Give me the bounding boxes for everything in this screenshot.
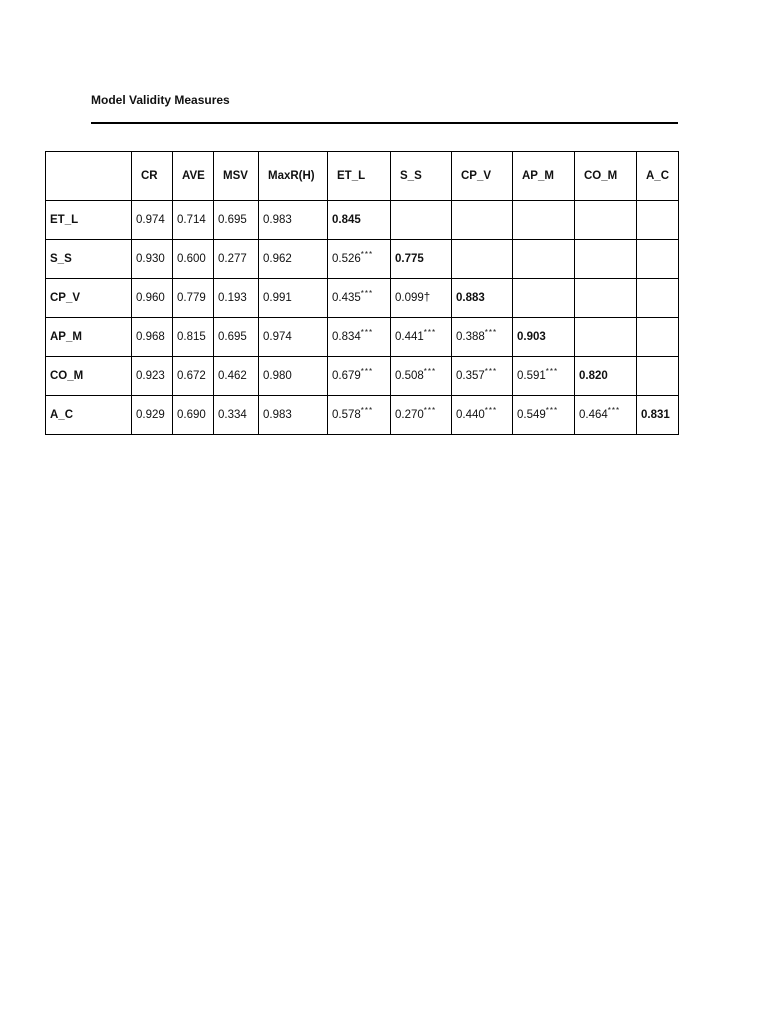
significance-marker: *** [484,328,498,338]
metric-cell: 0.277 [214,240,259,279]
column-header: MSV [214,152,259,201]
table-row [46,396,679,435]
correlation-value: 0.508 [395,370,424,382]
correlation-value: 0.464 [579,409,608,421]
row-label: CO_M [46,357,132,396]
correlation-value: 0.526 [332,253,361,265]
correlation-value: 0.440 [456,409,485,421]
metric-cell: 0.923 [132,357,173,396]
correlation-cell [637,357,679,396]
correlation-value: 0.820 [579,370,608,382]
correlation-cell [513,240,575,279]
significance-marker: *** [360,289,374,299]
correlation-cell [328,396,391,435]
significance-marker: *** [545,367,559,377]
correlation-cell [328,279,391,318]
significance-marker: *** [360,367,374,377]
column-header: CR [132,152,173,201]
significance-marker: *** [423,367,437,377]
correlation-value: 0.435 [332,292,361,304]
table-body [46,201,679,435]
significance-marker: *** [607,406,621,416]
table-row [46,240,679,279]
title-divider [91,122,678,124]
metric-cell: 0.600 [173,240,214,279]
metric-cell: 0.983 [259,396,328,435]
correlation-cell [575,201,637,240]
significance-marker: *** [360,406,374,416]
row-label: S_S [46,240,132,279]
correlation-cell [575,279,637,318]
metric-cell: 0.714 [173,201,214,240]
correlation-cell [452,357,513,396]
metric-cell: 0.960 [132,279,173,318]
metric-cell: 0.462 [214,357,259,396]
significance-marker: *** [484,367,498,377]
header-corner-cell [46,152,132,201]
diagonal-cell [391,240,452,279]
table-row [46,357,679,396]
row-label: A_C [46,396,132,435]
metric-cell: 0.968 [132,318,173,357]
correlation-value: 0.441 [395,331,424,343]
column-header: S_S [391,152,452,201]
correlation-cell [391,201,452,240]
correlation-cell [452,240,513,279]
correlation-value: 0.845 [332,214,361,226]
correlation-cell [391,357,452,396]
correlation-cell [513,201,575,240]
validity-table [45,151,679,435]
correlation-cell [513,279,575,318]
metric-cell: 0.695 [214,201,259,240]
column-header: AVE [173,152,214,201]
column-header: A_C [637,152,679,201]
significance-marker: *** [423,328,437,338]
correlation-cell [391,279,452,318]
metric-cell: 0.980 [259,357,328,396]
column-header: MaxR(H) [259,152,328,201]
correlation-cell [513,396,575,435]
correlation-value: 0.270 [395,409,424,421]
significance-marker: *** [360,250,374,260]
row-label: ET_L [46,201,132,240]
diagonal-cell [575,357,637,396]
correlation-cell [637,240,679,279]
metric-cell: 0.991 [259,279,328,318]
correlation-cell [575,396,637,435]
correlation-value: 0.388 [456,331,485,343]
row-label: CP_V [46,279,132,318]
correlation-value: 0.357 [456,370,485,382]
table-row [46,279,679,318]
correlation-cell [452,318,513,357]
correlation-cell [328,240,391,279]
correlation-value: 0.679 [332,370,361,382]
correlation-cell [637,201,679,240]
correlation-value: 0.578 [332,409,361,421]
row-label: AP_M [46,318,132,357]
metric-cell: 0.695 [214,318,259,357]
column-header: ET_L [328,152,391,201]
metric-cell: 0.983 [259,201,328,240]
header-row [46,152,679,201]
significance-marker: *** [545,406,559,416]
table-row [46,201,679,240]
column-header: CO_M [575,152,637,201]
metric-cell: 0.974 [259,318,328,357]
metric-cell: 0.974 [132,201,173,240]
correlation-cell [452,201,513,240]
metric-cell: 0.334 [214,396,259,435]
table-row [46,318,679,357]
significance-marker: *** [484,406,498,416]
correlation-cell [637,318,679,357]
metric-cell: 0.779 [173,279,214,318]
column-header: CP_V [452,152,513,201]
correlation-value: 0.883 [456,292,485,304]
correlation-cell [575,318,637,357]
diagonal-cell [452,279,513,318]
correlation-value: 0.549 [517,409,546,421]
correlation-value: 0.591 [517,370,546,382]
correlation-cell [637,279,679,318]
metric-cell: 0.690 [173,396,214,435]
correlation-cell [513,357,575,396]
metric-cell: 0.929 [132,396,173,435]
metric-cell: 0.815 [173,318,214,357]
correlation-cell [328,357,391,396]
correlation-value: 0.775 [395,253,424,265]
significance-marker: *** [360,328,374,338]
correlation-cell [575,240,637,279]
correlation-cell [452,396,513,435]
metric-cell: 0.193 [214,279,259,318]
correlation-cell [391,318,452,357]
correlation-cell [328,318,391,357]
page-title: Model Validity Measures [91,93,230,107]
metric-cell: 0.672 [173,357,214,396]
significance-marker: *** [423,406,437,416]
correlation-value: 0.903 [517,331,546,343]
table-header [46,152,679,201]
correlation-value: 0.099† [395,292,431,304]
correlation-value: 0.831 [641,409,670,421]
column-header: AP_M [513,152,575,201]
correlation-value: 0.834 [332,331,361,343]
diagonal-cell [328,201,391,240]
correlation-cell [391,396,452,435]
metric-cell: 0.962 [259,240,328,279]
metric-cell: 0.930 [132,240,173,279]
diagonal-cell [513,318,575,357]
diagonal-cell [637,396,679,435]
